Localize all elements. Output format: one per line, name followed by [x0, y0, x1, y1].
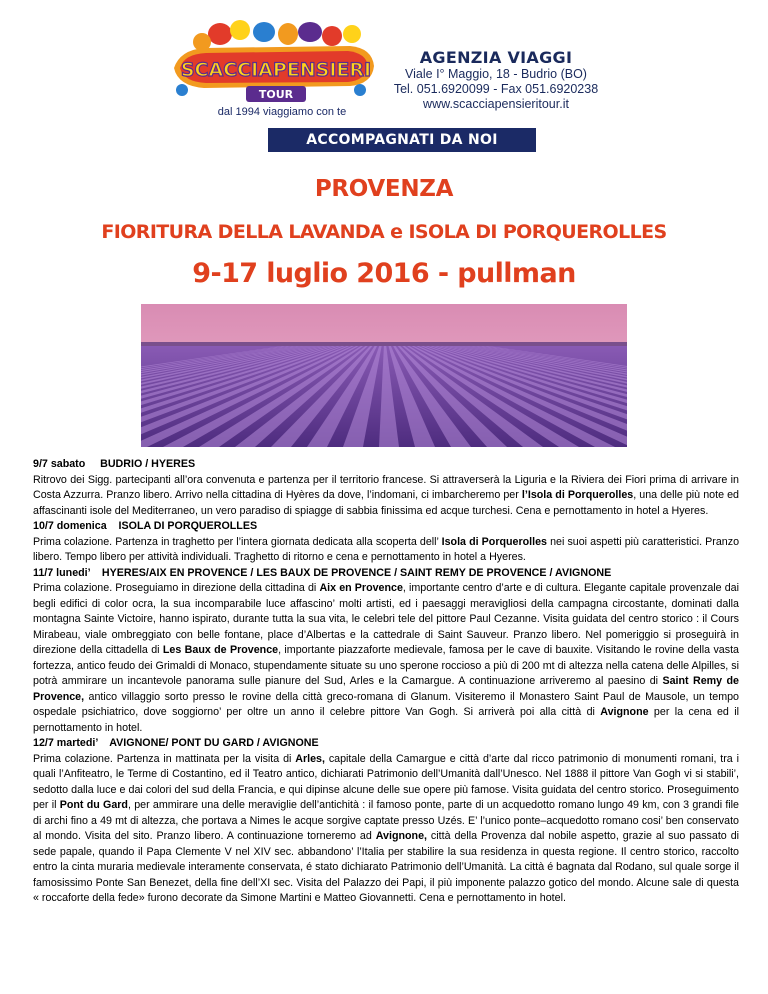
text-run: , importante centro d’arte e di cultura. Elegante capitale provenzale dai begli edifici di color ocra, la sua incomparabile luce affascino’ molti artisti, ed i paesaggi meravigliosi della campagna circostante, dominati dalla montagna Sainte Victoire, hanno ispirato, durante tutta la sua vita, le celebri tele del pittore Paul Cezanne. Visita guidata del centro storico : il Cours Mirabeau, viale ombreggiato con belle fontane, place d’Albertas e la cattedrale di Saint Sauveur. Pranzo libero. Nel pomeriggio si proseguirà in direzione della cittadella di [33, 582, 739, 656]
place-name: Avignone [600, 706, 649, 718]
place-name: Les Baux de Provence [162, 644, 279, 656]
text-run: Ritrovo dei Sigg. partecipanti all’ora convenuta e partenza per il territorio francese. Si attraverserà la Liguria e la Riviera dei Fiori prima di arrivare in Costa Azzurra. Pranzo libero. Arrivo nella cittadina di Hyères da dove, l’indomani, ci imbarcheremo per [33, 473, 739, 501]
day-heading: 11/7 lunedi’ HYERES/AIX EN PROVENCE / LES BAUX DE PROVENCE / SAINT REMY DE PROVENCE / AVIGNONE [33, 566, 612, 579]
place-name: Arles, [295, 752, 325, 765]
day-heading: 10/7 domenica ISOLA DI PORQUEROLLES [33, 520, 258, 532]
page-title: PROVENZA [314, 176, 454, 202]
text-run: Prima colazione. Partenza in traghetto per l’intera giornata dedicata alla scoperta dell’ [33, 535, 442, 548]
text-run: , importante piazzaforte medievale, famosa per le cave di bauxite. Visitando le rovine della vasta fortezza, antico feudo dei Grimaldi di Monaco, stupendamente situate su uno sperone roccioso a più di 200 mt di altezza nella catena delle Alpilles, si potrà ammirare un incantevole panorama sulle pianure del Sud, Arles e la Camargue. A continuazione arriveremo al paesino di [33, 644, 739, 687]
itinerary-text [33, 457, 739, 907]
agency-website: www.scacciapensieritour.it [423, 97, 569, 111]
agency-info [385, 48, 607, 112]
agency-phone: Tel. 051.6920099 - Fax 051.6920238 [393, 82, 599, 96]
text-run: Prima colazione. Partenza in mattinata per la visita di [33, 752, 296, 765]
day-description [33, 473, 739, 520]
logo-tour-text: TOUR [258, 88, 294, 101]
text-run: , per ammirare una delle meraviglie dell’antichità : il famoso ponte, parte di un acquedotto romano lungo 49 km, con 3 grandi file di archi fino a 49 mt di altezza, che portava a Nimes le acque sorgive captate presso Uzés. E’ l’unico ponte–acquedotto romano cosi’ ben conservato al mondo. Visita del sito. Pranzo libero. A continuazione torneremo ad [33, 799, 740, 842]
place-name: Isola di Porquerolles [441, 535, 547, 548]
agency-address: Viale I° Maggio, 18 - Budrio (BO) [405, 67, 587, 81]
day-description [33, 535, 739, 566]
place-name: Avignone, [375, 830, 427, 842]
text-run: città della Provenza dal nobile aspetto, grazie al suo passato di sede papale, quando il Papa Clemente V nel XIV sec. abbandono’ l’Italia per stabilire la sua residenza in questa regione. Il centro storico, raccolto entro la cinta muraria medievale interamente conservata, é stato dichiarato Patrimonio dell’Umanità. La città é bagnata dal Rodano, sul quale sorge il famosissimo Ponte San Benezet, della fine dell’XI sec. Visita del Palazzo dei Papi, il più imponente palazzo gotico del mondo. Alcune sale di questa « roccaforte della fede» furono decorate da Simone Martini e Matteo Giovannetti. Cena e pernottamento in hotel. [33, 830, 740, 904]
place-name: Pont du Gard [59, 799, 128, 811]
place-name: Saint Remy de Provence, [33, 675, 739, 703]
horizon-line [141, 342, 627, 346]
text-run: capitale della Camargue e città d’arte dal ricco patrimonio di monumenti romani, tra i quali l’Anfiteatro, le Terme di Costantino, ed il Teatro antico, dichiarati Patrimonio dell’Umanità dall’Unesco. Nel 1888 il pittore Van Gogh vi si stabili’, sedotto dalla luce e dai colori del sud della Francia, e qui dipinse alcune delle sue opere più famose. Visita guidata del centro storico. Proseguimento per il [33, 752, 739, 811]
text-run: antico villaggio sorto presso le rovine della città greco-romana di Glanum. Visiteremo il Monastero Saint Paul de Mausole, un tempo ospedale psichiatrico, dove soggiorno’ per oltre un anno il celebre pittore Van Gogh. Si arriverà poi alla città di [33, 690, 739, 718]
lavender-field-image [141, 304, 627, 447]
logo-tagline: dal 1994 viaggiamo con te [217, 106, 347, 118]
day-description [33, 752, 739, 907]
text-run: , una delle più note ed affascinanti isole del Mediterraneo, un vero paradiso di spiagge di sabbia finissima ed acque turchesi. Cena e pernottamento in hotel a Hyeres. [33, 489, 739, 517]
place-name: Aix en Provence [319, 582, 403, 594]
page-subtitle: FIORITURA DELLA LAVANDA e ISOLA DI PORQUEROLLES [101, 221, 667, 243]
day-heading: 12/7 martedi’ AVIGNONE/ PONT DU GARD / AVIGNONE [33, 737, 319, 749]
logo-graphic [160, 20, 392, 120]
accompanied-banner: ACCOMPAGNATI DA NOI [268, 128, 536, 152]
lavender-field-photo [141, 304, 627, 447]
day-heading: 9/7 sabato BUDRIO / HYERES [33, 458, 196, 470]
text-run: per la cena ed il pernottamento in hotel. [33, 706, 739, 734]
text-run: nei suoi aspetti più caratteristici. Pranzo libero. Tempo libero per attività individuali. Traghetto di ritorno e cena e pernottamento in hotel a Hyeres. [33, 535, 740, 563]
day-description [33, 581, 739, 736]
agency-name: AGENZIA VIAGGI [419, 48, 573, 67]
agency-logo [160, 20, 392, 120]
trip-dates: 9-17 luglio 2016 - pullman [192, 258, 576, 289]
text-run: Prima colazione. Proseguiamo in direzione della cittadina di [33, 582, 320, 594]
logo-brand-text: SCACCIAPENSIERI [180, 59, 372, 81]
place-name: l’Isola di Porquerolles [521, 489, 634, 501]
